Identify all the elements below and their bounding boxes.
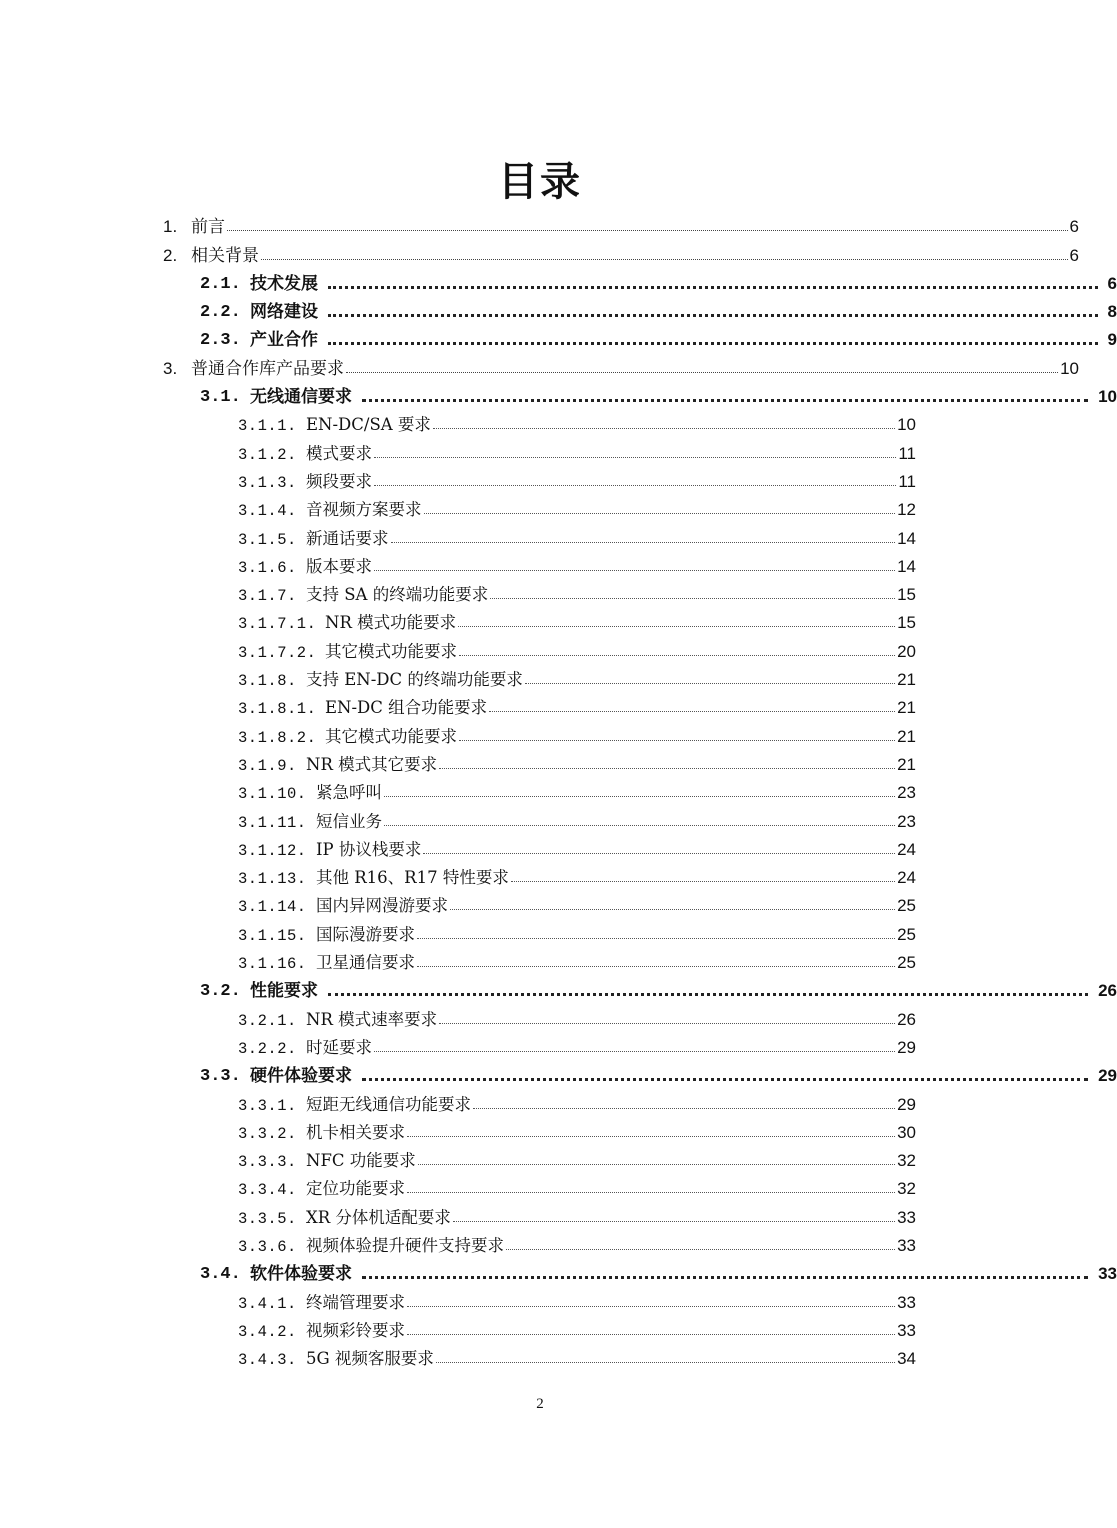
toc-entry-page: 14 bbox=[897, 556, 916, 576]
toc-dot-leader bbox=[424, 513, 896, 514]
toc-entry-number: 3.2.2. bbox=[238, 1039, 297, 1058]
toc-entry-label: 无线通信要求 bbox=[250, 387, 352, 408]
toc-entry-page: 24 bbox=[897, 839, 916, 859]
page-number: 2 bbox=[536, 1396, 544, 1412]
toc-entry-label: 其它模式功能要求 bbox=[325, 726, 457, 746]
toc-entry-label: 视频体验提升硬件支持要求 bbox=[306, 1235, 504, 1255]
toc-entry-number: 3.3.2. bbox=[238, 1124, 297, 1143]
toc-entry-number: 3.1.13. bbox=[238, 870, 307, 889]
toc-dot-leader bbox=[384, 825, 895, 826]
toc-entry-number: 3.2.1. bbox=[238, 1011, 297, 1030]
toc-dot-leader bbox=[525, 683, 895, 684]
toc-dot-leader bbox=[490, 598, 895, 599]
toc-dot-leader bbox=[374, 485, 896, 486]
toc-dot-leader bbox=[407, 1334, 895, 1335]
toc-entry[interactable] bbox=[0, 1001, 916, 1029]
toc-entry-number: 3.1.15. bbox=[238, 926, 307, 945]
toc-entry-number: 3.1.11. bbox=[238, 813, 307, 832]
toc-entry[interactable] bbox=[0, 237, 1079, 265]
toc-entry-label: XR 分体机适配要求 bbox=[306, 1207, 451, 1227]
toc-entry[interactable] bbox=[0, 549, 916, 577]
toc-entry-label: 普通合作库产品要求 bbox=[191, 358, 344, 379]
toc-entry-page: 29 bbox=[897, 1094, 916, 1114]
toc-entry-label: 产业合作 bbox=[250, 330, 318, 351]
toc-dot-leader bbox=[346, 372, 1058, 373]
toc-entry-label: 硬件体验要求 bbox=[250, 1066, 352, 1087]
toc-entry[interactable] bbox=[0, 916, 916, 944]
toc-entry-page: 15 bbox=[897, 585, 916, 605]
toc-entry[interactable] bbox=[0, 803, 916, 831]
toc-entry-page: 33 bbox=[897, 1235, 916, 1255]
toc-entry-label: 软件体验要求 bbox=[250, 1264, 352, 1285]
toc-entry-number: 3. bbox=[163, 358, 178, 378]
toc-entry-page: 14 bbox=[897, 528, 916, 548]
toc-entry-label: 短距无线通信功能要求 bbox=[306, 1094, 471, 1114]
toc-entry-label: 其它模式功能要求 bbox=[325, 641, 457, 661]
toc-entry-number: 3.4. bbox=[200, 1265, 241, 1285]
toc-dot-leader bbox=[227, 230, 1068, 231]
toc-entry-page: 26 bbox=[897, 1009, 916, 1029]
toc-dot-leader bbox=[423, 853, 895, 854]
toc-entry[interactable] bbox=[0, 1341, 916, 1369]
toc-entry-number: 3.1.6. bbox=[238, 558, 297, 577]
toc-entry[interactable] bbox=[0, 209, 1079, 237]
toc-entry[interactable] bbox=[0, 1256, 1117, 1284]
toc-dot-leader bbox=[407, 1192, 895, 1193]
toc-dot-leader bbox=[511, 881, 895, 882]
toc-entry-label: 卫星通信要求 bbox=[316, 953, 415, 973]
toc-entry-page: 8 bbox=[1107, 302, 1117, 322]
toc-entry-page: 20 bbox=[897, 641, 916, 661]
toc-entry-page: 32 bbox=[897, 1151, 916, 1171]
toc-entry-number: 3.3. bbox=[200, 1067, 241, 1087]
toc-entry-page: 6 bbox=[1069, 245, 1079, 265]
toc-dot-leader bbox=[459, 740, 895, 741]
toc-entry[interactable] bbox=[0, 973, 1117, 1001]
toc-entry-number: 3.1.12. bbox=[238, 841, 307, 860]
toc-entry-page: 21 bbox=[897, 726, 916, 746]
toc-entry-number: 3.1.16. bbox=[238, 955, 307, 974]
toc-entry-label: 新通话要求 bbox=[306, 528, 389, 548]
toc-entry-page: 24 bbox=[897, 868, 916, 888]
toc-entry[interactable] bbox=[0, 633, 916, 661]
page-title: 目录 bbox=[498, 159, 582, 205]
toc-entry-page: 32 bbox=[897, 1179, 916, 1199]
toc-entry-page: 11 bbox=[898, 443, 916, 463]
toc-entry-label: 机卡相关要求 bbox=[306, 1122, 405, 1142]
toc-entry-page: 33 bbox=[897, 1207, 916, 1227]
toc-entry-label: 时延要求 bbox=[306, 1037, 372, 1057]
toc-entry-number: 3.1.10. bbox=[238, 785, 307, 804]
toc-dot-leader bbox=[261, 259, 1068, 260]
toc-dot-leader bbox=[384, 796, 895, 797]
toc-dot-leader bbox=[407, 1306, 895, 1307]
toc-entry[interactable] bbox=[0, 464, 916, 492]
toc-dot-leader bbox=[489, 711, 895, 712]
toc-dot-leader bbox=[418, 1164, 895, 1165]
toc-dot-leader bbox=[374, 457, 896, 458]
toc-entry[interactable] bbox=[0, 888, 916, 916]
toc-entry-number: 3.2. bbox=[200, 982, 241, 1002]
toc-entry-page: 21 bbox=[897, 698, 916, 718]
toc-entry-number: 3.1.8.1. bbox=[238, 700, 317, 719]
toc-entry-label: 定位功能要求 bbox=[306, 1179, 405, 1199]
toc-entry-label: 紧急呼叫 bbox=[316, 783, 382, 803]
toc-entry-label: 音视频方案要求 bbox=[306, 500, 422, 520]
toc-entry-label: EN-DC/SA 要求 bbox=[306, 415, 431, 435]
toc-entry[interactable] bbox=[0, 605, 916, 633]
toc-dot-leader bbox=[450, 909, 895, 910]
toc-entry-page: 10 bbox=[1098, 387, 1117, 407]
toc-entry-page: 15 bbox=[897, 613, 916, 633]
toc-entry-number: 3.1.1. bbox=[238, 417, 297, 436]
toc-entry-number: 2.1. bbox=[200, 274, 241, 294]
toc-entry-page: 6 bbox=[1069, 217, 1079, 237]
toc-entry-page: 12 bbox=[897, 500, 916, 520]
toc-entry-label: NR 模式速率要求 bbox=[306, 1009, 438, 1029]
toc-dot-leader bbox=[391, 542, 896, 543]
toc-entry-number: 3.3.3. bbox=[238, 1153, 297, 1172]
toc-entry-number: 3.1.9. bbox=[238, 756, 297, 775]
toc-entry-label: 支持 EN-DC 的终端功能要求 bbox=[306, 670, 523, 690]
toc-entry[interactable] bbox=[0, 1143, 916, 1171]
toc-entry-number: 3.3.6. bbox=[238, 1237, 297, 1256]
toc-entry[interactable] bbox=[0, 379, 1117, 407]
toc-dot-leader bbox=[328, 286, 1098, 289]
toc-dot-leader bbox=[417, 966, 895, 967]
toc-entry-page: 21 bbox=[897, 670, 916, 690]
toc-entry-number: 3.1. bbox=[200, 388, 241, 408]
toc-entry-number: 3.1.4. bbox=[238, 502, 297, 521]
toc-entry-label: 短信业务 bbox=[316, 811, 382, 831]
toc-entry-number: 3.1.7.1. bbox=[238, 615, 317, 634]
toc-entry-page: 33 bbox=[1098, 1264, 1117, 1284]
toc-entry[interactable] bbox=[0, 322, 1117, 350]
toc-entry-label: 前言 bbox=[191, 217, 225, 238]
toc-entry-page: 29 bbox=[1098, 1066, 1117, 1086]
toc-entry-number: 3.4.1. bbox=[238, 1294, 297, 1313]
toc-entry-page: 33 bbox=[897, 1320, 916, 1340]
toc-entry-page: 9 bbox=[1107, 330, 1117, 350]
toc-entry[interactable] bbox=[0, 350, 1079, 378]
toc-dot-leader bbox=[328, 314, 1098, 317]
toc-entry-number: 2.2. bbox=[200, 303, 241, 323]
toc-dot-leader bbox=[439, 1023, 895, 1024]
toc-entry-label: EN-DC 组合功能要求 bbox=[325, 698, 488, 718]
toc-entry-label: 网络建设 bbox=[250, 302, 318, 323]
toc-entry-page: 26 bbox=[1098, 981, 1117, 1001]
toc-entry-number: 3.1.5. bbox=[238, 530, 297, 549]
toc-entry-label: 国际漫游要求 bbox=[316, 924, 415, 944]
toc-entry-label: IP 协议栈要求 bbox=[316, 839, 422, 859]
toc-entry-label: NR 模式其它要求 bbox=[306, 754, 438, 774]
toc-entry-page: 23 bbox=[897, 783, 916, 803]
toc-dot-leader bbox=[328, 342, 1098, 345]
toc-entry[interactable] bbox=[0, 435, 916, 463]
toc-entry-number: 3.4.2. bbox=[238, 1322, 297, 1341]
toc-entry-label: NR 模式功能要求 bbox=[325, 613, 457, 633]
toc-entry-label: 视频彩铃要求 bbox=[306, 1320, 405, 1340]
toc-entry-page: 25 bbox=[897, 924, 916, 944]
toc-entry-number: 3.1.2. bbox=[238, 445, 297, 464]
toc-entry[interactable] bbox=[0, 1228, 916, 1256]
toc-entry[interactable] bbox=[0, 1171, 916, 1199]
toc-dot-leader bbox=[362, 399, 1088, 402]
toc-entry-number: 3.3.5. bbox=[238, 1209, 297, 1228]
toc-entry-number: 3.3.1. bbox=[238, 1096, 297, 1115]
toc-entry[interactable] bbox=[0, 1115, 916, 1143]
toc-entry-page: 6 bbox=[1107, 273, 1117, 293]
toc-dot-leader bbox=[374, 570, 895, 571]
toc-entry-number: 3.4.3. bbox=[238, 1351, 297, 1370]
toc-dot-leader bbox=[417, 938, 895, 939]
toc-dot-leader bbox=[374, 1051, 895, 1052]
toc-entry-page: 23 bbox=[897, 811, 916, 831]
toc-entry-label: 支持 SA 的终端功能要求 bbox=[306, 585, 489, 605]
toc-entry-page: 21 bbox=[897, 754, 916, 774]
toc-entry-number: 3.1.14. bbox=[238, 898, 307, 917]
toc-entry[interactable] bbox=[0, 662, 916, 690]
toc-entry-number: 3.1.7. bbox=[238, 587, 297, 606]
toc-entry-number: 3.1.8. bbox=[238, 672, 297, 691]
toc-entry-page: 34 bbox=[897, 1349, 916, 1369]
toc-entry[interactable] bbox=[0, 860, 916, 888]
toc-entry[interactable] bbox=[0, 945, 916, 973]
toc-entry-page: 25 bbox=[897, 953, 916, 973]
toc-entry-number: 3.3.4. bbox=[238, 1181, 297, 1200]
toc-dot-leader bbox=[458, 626, 895, 627]
toc-entry-page: 25 bbox=[897, 896, 916, 916]
toc-entry-number: 1. bbox=[163, 217, 178, 237]
toc-dot-leader bbox=[459, 655, 895, 656]
toc-dot-leader bbox=[362, 1078, 1088, 1081]
toc-entry[interactable] bbox=[0, 492, 916, 520]
toc-entry-label: 其他 R16、R17 特性要求 bbox=[316, 868, 509, 888]
toc-entry-label: 性能要求 bbox=[250, 981, 318, 1002]
toc-entry-label: 终端管理要求 bbox=[306, 1292, 405, 1312]
toc-entry[interactable] bbox=[0, 1086, 916, 1114]
toc-entry-label: 技术发展 bbox=[250, 273, 318, 294]
toc-entry-number: 2.3. bbox=[200, 331, 241, 351]
toc-dot-leader bbox=[328, 993, 1088, 996]
toc-dot-leader bbox=[473, 1108, 895, 1109]
toc-entry[interactable] bbox=[0, 1284, 916, 1312]
toc-entry-label: 版本要求 bbox=[306, 556, 372, 576]
toc-entry[interactable] bbox=[0, 294, 1117, 322]
toc-entry-label: 模式要求 bbox=[306, 443, 372, 463]
toc-entry[interactable] bbox=[0, 1030, 916, 1058]
toc-entry-page: 11 bbox=[898, 471, 916, 491]
toc-entry-page: 33 bbox=[897, 1292, 916, 1312]
toc-dot-leader bbox=[433, 428, 895, 429]
toc-dot-leader bbox=[362, 1276, 1088, 1279]
toc-entry-page: 29 bbox=[897, 1037, 916, 1057]
toc-entry[interactable] bbox=[0, 520, 916, 548]
toc-entry-number: 3.1.3. bbox=[238, 473, 297, 492]
toc-entry-number: 3.1.8.2. bbox=[238, 728, 317, 747]
toc-dot-leader bbox=[436, 1362, 895, 1363]
toc-entry-number: 2. bbox=[163, 245, 178, 265]
table-of-contents bbox=[0, 209, 1117, 1370]
toc-entry-label: 相关背景 bbox=[191, 245, 259, 266]
toc-entry[interactable] bbox=[0, 747, 916, 775]
toc-entry[interactable] bbox=[0, 1199, 916, 1227]
toc-entry[interactable] bbox=[0, 775, 916, 803]
toc-entry[interactable] bbox=[0, 266, 1117, 294]
toc-dot-leader bbox=[439, 768, 895, 769]
toc-entry-label: NFC 功能要求 bbox=[306, 1151, 416, 1171]
toc-entry[interactable] bbox=[0, 832, 916, 860]
toc-entry[interactable] bbox=[0, 1313, 916, 1341]
toc-entry[interactable] bbox=[0, 577, 916, 605]
toc-entry-page: 30 bbox=[897, 1122, 916, 1142]
toc-entry[interactable] bbox=[0, 718, 916, 746]
toc-entry-number: 3.1.7.2. bbox=[238, 643, 317, 662]
toc-entry-page: 10 bbox=[1060, 358, 1079, 378]
toc-dot-leader bbox=[453, 1221, 895, 1222]
toc-entry-label: 5G 视频客服要求 bbox=[306, 1349, 434, 1369]
toc-entry-page: 10 bbox=[897, 415, 916, 435]
toc-dot-leader bbox=[407, 1136, 895, 1137]
toc-dot-leader bbox=[506, 1249, 895, 1250]
toc-entry[interactable] bbox=[0, 407, 916, 435]
toc-entry-label: 国内异网漫游要求 bbox=[316, 896, 448, 916]
toc-entry[interactable] bbox=[0, 1058, 1117, 1086]
toc-entry[interactable] bbox=[0, 690, 916, 718]
toc-entry-label: 频段要求 bbox=[306, 471, 372, 491]
